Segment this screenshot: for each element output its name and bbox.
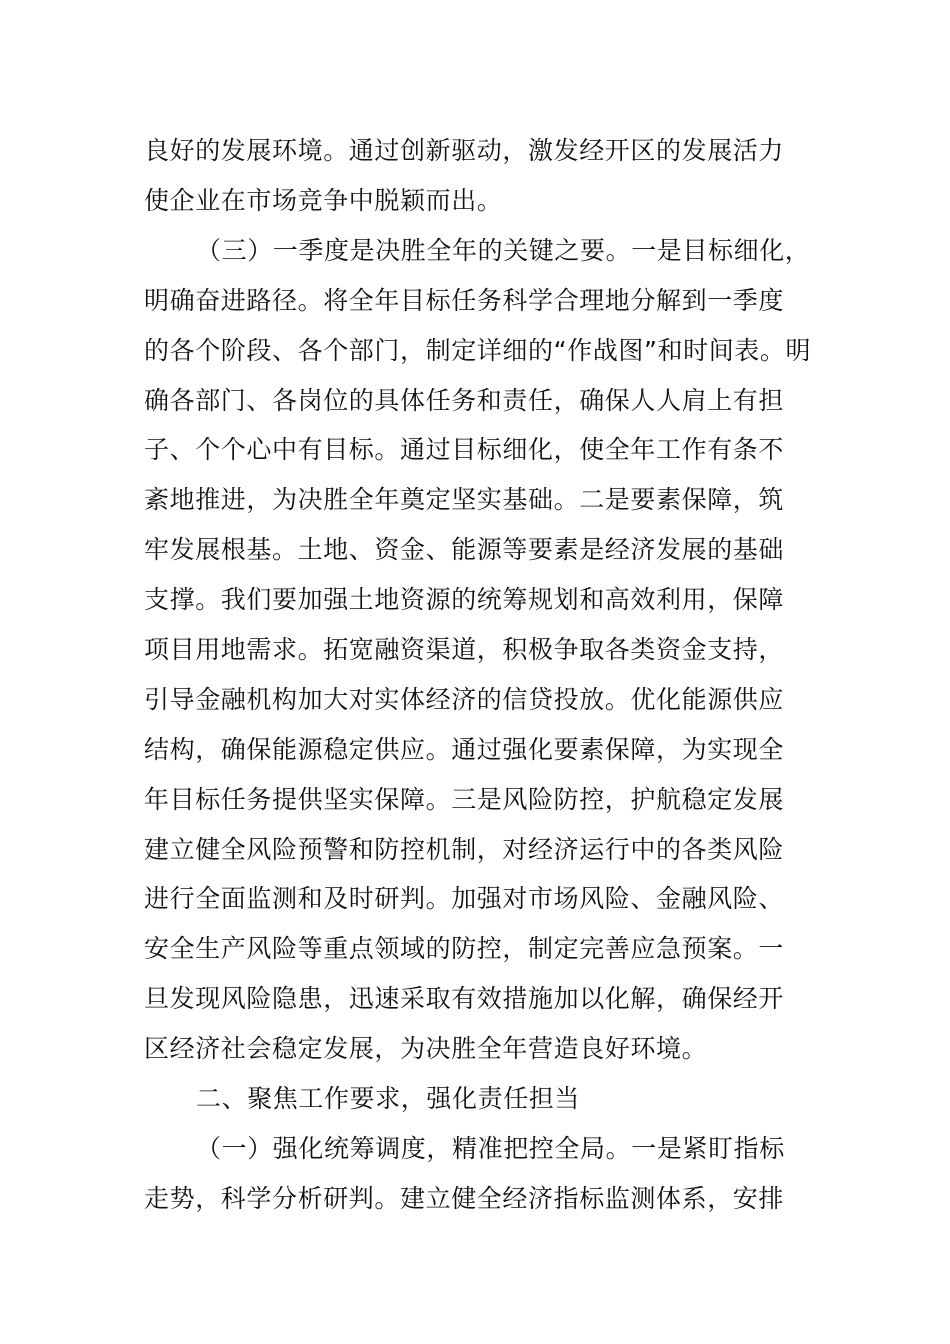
text-line: 确各部门、各岗位的具体任务和责任，确保人人肩上有担 [144,386,785,415]
text-line: 子、个个心中有目标。通过目标细化，使全年工作有条不 [144,435,785,464]
text-line: 安全生产风险等重点领域的防控，制定完善应急预案。一 [144,934,785,963]
text-line: 牢发展根基。土地、资金、能源等要素是经济发展的基础 [144,535,785,564]
text-line: 项目用地需求。拓宽融资渠道，积极争取各类资金支持， [144,635,785,664]
text-line: 结构，确保能源稳定供应。通过强化要素保障，为实现全 [144,735,785,764]
text-line: 的各个阶段、各个部门，制定详细的“作战图”和时间表。明 [144,336,812,365]
text-line: 紊地推进，为决胜全年奠定坚实基础。二是要素保障，筑 [144,485,785,514]
text-line: 支撑。我们要加强土地资源的统筹规划和高效利用，保障 [144,585,785,614]
text-line: 旦发现风险隐患，迅速采取有效措施加以化解，确保经开 [144,984,785,1013]
text-line: 年目标任务提供坚实保障。三是风险防控，护航稳定发展 [144,785,785,814]
text-line: 区经济社会稳定发展，为决胜全年营造良好环境。 [144,1034,708,1063]
text-line: 建立健全风险预警和防控机制，对经济运行中的各类风险 [144,835,785,864]
section-heading-2: 二、聚焦工作要求，强化责任担当 [196,1084,581,1113]
paragraph-heading-3: （三）一季度是决胜全年的关键之要。一是目标细化， [196,236,811,265]
text-line: 使企业在市场竞争中脱颖而出。 [144,186,503,215]
text-line: 引导金融机构加大对实体经济的信贷投放。优化能源供应 [144,685,785,714]
text-line: 明确奋进路径。将全年目标任务科学合理地分解到一季度 [144,286,785,315]
text-line: 良好的发展环境。通过创新驱动，激发经开区的发展活力 [144,136,785,165]
paragraph-heading-1: （一）强化统筹调度，精准把控全局。一是紧盯指标 [196,1134,785,1163]
text-line: 走势，科学分析研判。建立健全经济指标监测体系，安排 [144,1184,785,1213]
text-line: 进行全面监测和及时研判。加强对市场风险、金融风险、 [144,884,785,913]
